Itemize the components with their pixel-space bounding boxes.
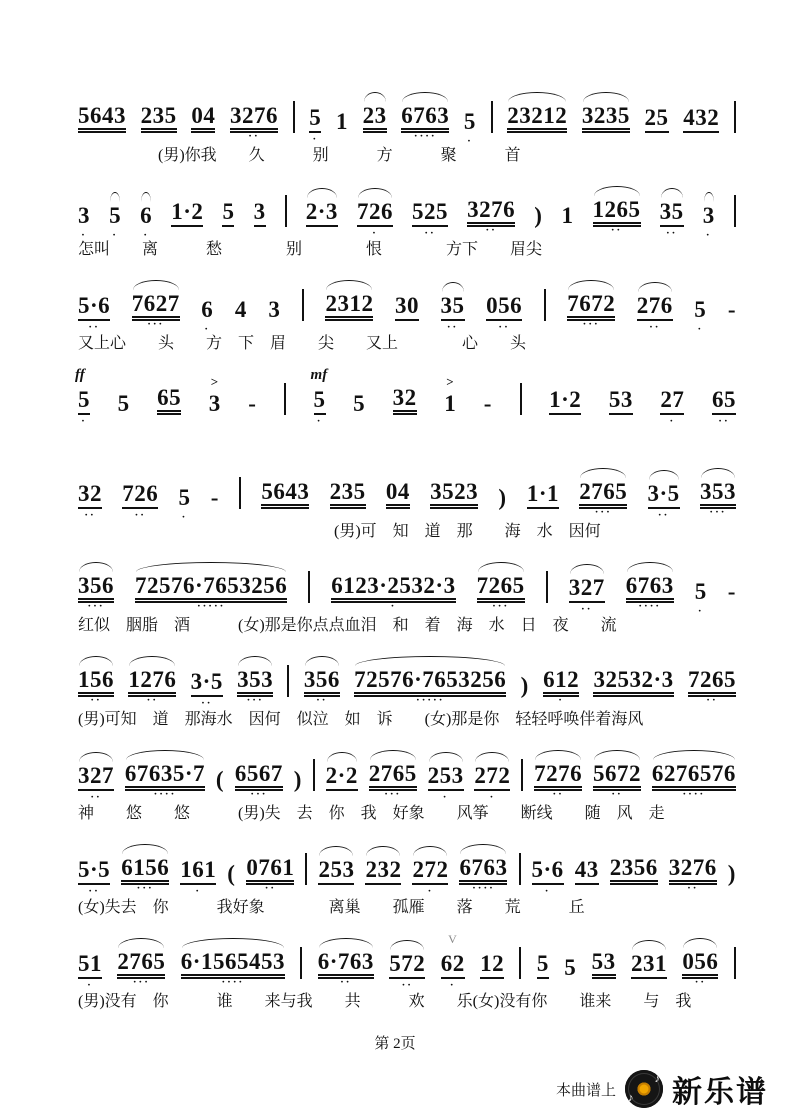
note-token: 5643	[78, 104, 126, 133]
note-token: 235	[330, 480, 366, 509]
note-token: 056 ··	[486, 293, 523, 333]
lyrics-row: (男)没有 你 谁 来与我 共 欢 乐(女)没有你 谁来 与 我	[78, 993, 692, 1010]
notes-row	[78, 836, 736, 897]
note-token: (	[227, 861, 236, 886]
note-token: 6276576 ····	[651, 761, 736, 800]
note-token: 5	[537, 952, 549, 979]
note-token: 272 ·	[474, 763, 511, 803]
note-token: -	[483, 391, 492, 416]
note-token: 272 ·	[412, 857, 449, 897]
note-token: 53	[592, 950, 616, 979]
note-token: 726 ·	[356, 199, 393, 239]
note-token: 231	[631, 952, 667, 979]
octave-dots: ··	[611, 788, 623, 800]
barline-icon	[491, 101, 493, 133]
note-token: 53	[609, 388, 633, 415]
octave-dots: ··	[84, 509, 96, 521]
octave-dots: ·	[467, 135, 473, 147]
note-token: 1·2	[549, 388, 581, 415]
note-token: 5 · ff	[75, 367, 90, 427]
lyrics-row: (男)可 知 道 那 海 水 因何	[78, 523, 601, 540]
octave-dots: ··	[88, 321, 100, 333]
note-token: 2356	[610, 856, 658, 885]
note-token: 5 ·	[694, 579, 707, 617]
note-token: 5·6 ··	[78, 293, 111, 333]
note-token: 6 ·	[201, 297, 214, 335]
note-token: 572 ··	[389, 951, 426, 991]
note-token: 156 ··	[78, 667, 114, 706]
score-system	[78, 648, 736, 742]
octave-dots: ·	[316, 415, 323, 427]
note-token: 6763 ····	[401, 103, 450, 142]
note-token: 3·5 ··	[190, 669, 223, 709]
octave-dots: ·	[558, 694, 564, 706]
watermark-prefix-text: 本曲谱上	[555, 1080, 616, 1099]
octave-dots: ·	[81, 415, 87, 427]
note-token: 1·1	[527, 482, 559, 509]
octave-dots: ··	[610, 224, 623, 236]
notes-row	[78, 178, 736, 241]
octave-dots: ···	[594, 506, 612, 518]
note-token: 3523	[430, 480, 478, 509]
notes-row	[78, 460, 736, 523]
note-token: -	[210, 485, 219, 510]
vinyl-center-dot	[638, 1083, 651, 1096]
note-token: 67635·7 ····	[124, 761, 206, 800]
octave-dots: ·	[112, 229, 118, 241]
barline-icon	[308, 571, 310, 603]
octave-dots: ·····	[416, 694, 445, 706]
note-token: 353 ···	[699, 479, 736, 518]
vinyl-record-icon	[625, 1070, 663, 1108]
note-token: 1 >	[444, 374, 457, 416]
barline-icon	[520, 383, 522, 415]
octave-dots: ···	[136, 882, 154, 894]
octave-dots: ··	[340, 976, 352, 988]
octave-dots: ··	[424, 227, 436, 239]
note-token: 432	[683, 106, 719, 133]
dynamic-marking: ff	[75, 367, 85, 383]
barline-icon	[734, 195, 736, 227]
octave-dots: ·	[705, 229, 712, 241]
lyrics-row: 怎叫 离 愁 别 恨 方下 眉尖	[78, 241, 543, 258]
note-token: 2765 ···	[117, 949, 166, 988]
note-token: 5 ·	[309, 105, 322, 145]
note-token: 327 ··	[78, 763, 114, 803]
score-system	[78, 178, 736, 272]
note-token: 1	[335, 109, 348, 134]
note-token: 2·3	[306, 200, 338, 227]
note-token: 12	[480, 952, 504, 979]
octave-dots: ··	[446, 321, 459, 333]
octave-dots: ·	[204, 323, 211, 335]
note-token: 2·2	[326, 764, 358, 791]
octave-dots: ···	[709, 506, 727, 518]
barline-icon	[305, 853, 307, 885]
note-token: 3	[254, 200, 266, 227]
note-token: 7627 ···	[131, 291, 180, 330]
notes-row	[78, 554, 736, 617]
note-token: 3276 ··	[467, 197, 516, 236]
dynamic-marking: mf	[310, 367, 328, 383]
note-token: 3	[268, 297, 281, 322]
note-token: 72576·7653256 ·····	[135, 573, 288, 612]
octave-dots: ···	[87, 600, 105, 612]
barline-icon	[287, 665, 289, 697]
note-token: )	[520, 673, 529, 698]
lyrics-row: 红似 胭脂 酒 (女)那是你点点血泪 和 着 海 水 日 夜 流	[78, 617, 617, 634]
note-token: 5643	[261, 480, 309, 509]
note-token: 356 ···	[78, 573, 114, 612]
octave-dots: ···	[250, 788, 268, 800]
notes-row	[78, 930, 736, 991]
octave-dots: ·	[697, 323, 704, 335]
watermark	[556, 1067, 768, 1111]
breath-mark: V	[448, 932, 458, 946]
note-token: 612 ·	[543, 667, 580, 706]
score-system	[75, 366, 736, 460]
octave-dots: ·	[544, 885, 551, 897]
music-note-icon: ♪	[654, 1073, 660, 1085]
octave-dots: ·	[312, 133, 319, 145]
note-token: 5 ·	[109, 203, 122, 241]
barline-icon	[285, 195, 287, 227]
lyrics-row: (男)你我 久 别 方 聚 首	[78, 147, 521, 164]
note-token: 32532·3	[593, 668, 673, 697]
octave-dots: ··	[88, 885, 100, 897]
octave-dots: ·	[81, 229, 87, 241]
barline-icon	[544, 289, 546, 321]
octave-dots: ··	[649, 321, 661, 333]
note-token: 3·5 ··	[647, 481, 680, 521]
octave-dots: ··	[264, 882, 277, 894]
note-token: 3276 ··	[229, 103, 278, 142]
note-token: 7265 ··	[687, 667, 736, 706]
note-token: 6 ·	[140, 203, 153, 241]
note-token: (	[215, 767, 225, 792]
octave-dots: ··	[694, 976, 707, 988]
note-token: 72576·7653256 ·····	[354, 667, 507, 706]
note-token: 1276 ··	[128, 667, 177, 706]
note-token: 1	[561, 203, 574, 228]
octave-dots: ·	[697, 605, 704, 617]
note-token: 6567 ···	[234, 761, 283, 800]
note-token: 356 ··	[303, 667, 340, 706]
note-token: 6·763 ··	[317, 949, 374, 988]
note-token: 43	[575, 858, 599, 885]
note-token: 5·5 ··	[78, 857, 111, 897]
note-token: 3 ·	[78, 203, 90, 241]
barline-icon	[293, 101, 295, 133]
note-token: 1265 ··	[592, 197, 641, 236]
octave-dots: ··	[657, 509, 670, 521]
note-token: 161 ·	[180, 857, 217, 897]
music-note-icon: ♪	[628, 1092, 634, 1104]
note-token: 5 ·	[463, 109, 476, 147]
octave-dots: ····	[638, 600, 662, 612]
notes-row	[78, 84, 736, 147]
octave-dots: ····	[413, 130, 437, 142]
octave-dots: ··	[90, 791, 102, 803]
octave-dots: ·	[87, 979, 93, 991]
note-token: -	[727, 297, 736, 322]
note-token: 62 · V	[440, 932, 465, 991]
note-token: 30	[395, 294, 419, 321]
octave-dots: ···	[147, 318, 165, 330]
note-token: 276 ··	[636, 293, 673, 333]
octave-dots: ···	[492, 600, 510, 612]
octave-dots: ·	[442, 791, 449, 803]
note-token: )	[498, 485, 507, 510]
note-token: 7265 ···	[476, 573, 525, 612]
score-system	[78, 554, 736, 648]
note-token: 1·2	[171, 200, 203, 227]
note-token: 51 ·	[78, 951, 102, 991]
note-token: 65	[157, 386, 181, 415]
note-token: 0761 ··	[246, 855, 295, 894]
note-token: 6763 ····	[625, 573, 674, 612]
octave-dots: ··	[718, 415, 730, 427]
note-token: 32 ··	[78, 481, 102, 521]
octave-dots: ····	[472, 882, 495, 894]
octave-dots: ··	[248, 130, 260, 142]
note-token: 3276 ··	[668, 855, 717, 894]
note-token: 23212	[507, 104, 567, 133]
note-token: 235	[141, 104, 177, 133]
score-system	[78, 272, 736, 366]
octave-dots: ·	[143, 229, 149, 241]
note-token: 6123·2532·3 ·	[331, 573, 456, 612]
note-token: 056 ··	[682, 949, 719, 988]
octave-dots: ·	[489, 791, 496, 803]
octave-dots: ···	[582, 318, 600, 330]
octave-dots: ··	[665, 227, 678, 239]
octave-dots: ··	[706, 694, 718, 706]
octave-dots: ···	[246, 694, 264, 706]
octave-dots: ··	[485, 224, 497, 236]
octave-dots: ··	[552, 788, 564, 800]
note-token: 3 >	[208, 374, 221, 416]
octave-dots: ··	[90, 694, 102, 706]
octave-dots: ·	[449, 979, 456, 991]
note-token: 5	[353, 391, 366, 416]
note-token: 32	[393, 386, 417, 415]
note-token: 4	[234, 297, 247, 322]
note-token: 35 ··	[440, 293, 465, 333]
octave-dots: ··	[687, 882, 699, 894]
accent-mark: >	[210, 374, 219, 389]
barline-icon	[734, 101, 736, 133]
lyrics-row: (男)可知 道 那海水 因何 似泣 如 诉 (女)那是你 轻轻呼唤伴着海风	[78, 711, 644, 728]
octave-dots: ····	[153, 788, 177, 800]
note-token: 2765 ···	[579, 479, 628, 518]
octave-dots: ··	[201, 697, 213, 709]
octave-dots: ··	[146, 694, 158, 706]
brand-name: 新乐谱	[672, 1075, 768, 1110]
note-token: 6·1565453 ····	[180, 949, 285, 988]
barline-icon	[300, 947, 302, 979]
notes-row	[75, 366, 736, 427]
octave-dots: ··	[134, 509, 146, 521]
note-token: 353 ···	[237, 667, 274, 706]
note-token: 2312	[325, 292, 373, 321]
score-system	[78, 742, 736, 836]
accent-mark: >	[446, 374, 455, 389]
barline-icon	[521, 759, 523, 791]
note-token: 232	[365, 858, 401, 885]
note-token: 7672 ···	[567, 291, 616, 330]
note-token: 5	[222, 200, 234, 227]
note-token: 327 ··	[568, 575, 605, 615]
notes-row	[78, 272, 736, 335]
note-token: 5	[564, 955, 577, 980]
barline-icon	[313, 759, 315, 791]
octave-dots: ····	[221, 976, 245, 988]
octave-dots: ·	[372, 227, 378, 239]
note-token: 6763 ····	[459, 855, 508, 894]
note-token: 04	[191, 104, 215, 133]
octave-dots: ··	[316, 694, 328, 706]
lyrics-row: 又上心 头 方 下 眉 尖 又上 心 头	[78, 335, 527, 352]
octave-dots: ·	[669, 415, 676, 427]
note-token: 726 ··	[122, 481, 159, 521]
lyrics-row	[78, 428, 736, 448]
octave-dots: ·	[195, 885, 202, 897]
barline-icon	[734, 947, 736, 979]
note-token: -	[727, 579, 736, 604]
note-token: )	[534, 203, 543, 228]
note-token: 25	[645, 106, 669, 133]
note-token: -	[248, 391, 257, 416]
octave-dots: ···	[132, 976, 150, 988]
octave-dots: ··	[581, 603, 593, 615]
sheet-music-page	[75, 84, 736, 1024]
octave-dots: ····	[682, 788, 706, 800]
note-token: 6156 ···	[121, 855, 170, 894]
barline-icon	[302, 289, 304, 321]
octave-dots: ··	[401, 979, 413, 991]
barline-icon	[239, 477, 241, 509]
note-token: 253 ·	[427, 763, 464, 803]
note-token: 5 ·	[694, 297, 707, 335]
note-token: 65 ··	[711, 387, 736, 427]
note-token: 27 ·	[660, 387, 685, 427]
note-token: 35 ··	[659, 199, 684, 239]
score-system	[78, 460, 736, 554]
score-systems	[75, 84, 736, 1024]
octave-dots: ·····	[196, 600, 226, 612]
note-token: 5	[117, 391, 130, 416]
notes-row	[78, 648, 736, 709]
barline-icon	[519, 853, 521, 885]
note-token: 253	[318, 858, 354, 885]
octave-dots: ···	[384, 788, 402, 800]
note-token: 525 ··	[412, 199, 449, 239]
note-token: 5672 ··	[593, 761, 641, 800]
note-token: )	[727, 861, 736, 886]
barline-icon	[284, 383, 286, 415]
notes-row	[78, 742, 736, 803]
barline-icon	[519, 947, 521, 979]
score-system	[78, 84, 736, 178]
octave-dots: ··	[498, 321, 510, 333]
note-token: )	[293, 767, 302, 792]
lyrics-row: (女)失去 你 我好象 离巢 孤雁 落 荒 丘	[78, 899, 585, 916]
note-token: 23	[363, 104, 387, 133]
octave-dots: ·	[427, 885, 434, 897]
score-system	[78, 836, 736, 930]
note-token: 5 · mf	[310, 367, 328, 427]
octave-dots: ·	[390, 600, 397, 612]
score-system	[78, 930, 736, 1024]
note-token: 2765 ···	[368, 761, 417, 800]
note-token: 5·6 ·	[531, 857, 564, 897]
barline-icon	[546, 571, 548, 603]
note-token: 3 ·	[702, 203, 715, 241]
octave-dots: ·	[181, 511, 188, 523]
note-token: 7276 ··	[534, 761, 583, 800]
note-token: 04	[386, 480, 410, 509]
lyrics-row: 神 悠 悠 (男)失 去 你 我 好象 风筝 断线 随 风 走	[78, 805, 665, 822]
page-number: 第 2页	[374, 1036, 416, 1052]
note-token: 5 ·	[178, 485, 191, 523]
note-token: 3235	[582, 104, 630, 133]
